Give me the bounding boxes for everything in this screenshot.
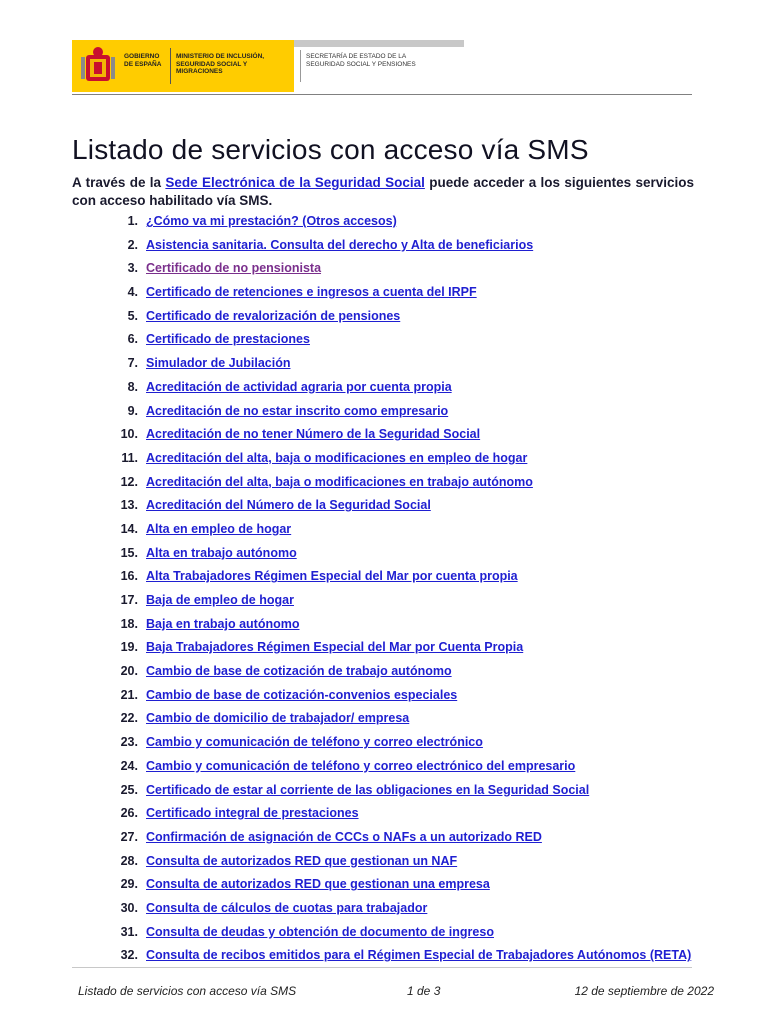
service-number: 20.: [120, 664, 138, 679]
service-link[interactable]: Acreditación de no estar inscrito como empresario: [146, 403, 449, 418]
service-number: 6.: [127, 332, 138, 347]
service-list-item: [108, 874, 708, 898]
service-link[interactable]: Acreditación del Número de la Seguridad Social: [146, 498, 431, 513]
service-list-item: [108, 543, 708, 567]
service-number: 24.: [120, 758, 138, 773]
service-link[interactable]: Certificado de retenciones e ingresos a cuenta del IRPF: [146, 285, 477, 300]
service-link[interactable]: Consulta de cálculos de cuotas para trabajador: [146, 900, 428, 915]
service-link[interactable]: Alta Trabajadores Régimen Especial del Mar por cuenta propia: [146, 569, 518, 584]
service-number: 17.: [120, 593, 138, 607]
service-link[interactable]: Consulta de autorizados RED que gestionan una empresa: [146, 877, 490, 892]
coat-of-arms-icon: [80, 45, 116, 87]
service-list-item: [108, 401, 708, 425]
secretaria-label: SECRETARÍA DE ESTADO DE LA SEGURIDAD SOCIAL Y PENSIONES: [306, 53, 416, 68]
service-number: 26.: [120, 806, 138, 821]
service-list-item: [108, 661, 708, 685]
service-link[interactable]: Simulador de Jubilación: [146, 356, 291, 371]
service-list-item: [108, 306, 708, 330]
services-list: [108, 211, 708, 969]
service-list-item: [108, 756, 708, 780]
service-number: 31.: [120, 924, 138, 939]
service-number: 10.: [120, 427, 138, 442]
intro-text-before: A través de la: [72, 175, 166, 190]
intro-paragraph: [72, 174, 694, 210]
service-number: 8.: [127, 379, 138, 394]
service-number: 3.: [127, 261, 138, 276]
service-link[interactable]: Consulta de autorizados RED que gestionan un NAF: [146, 853, 458, 868]
service-list-item: [108, 708, 708, 732]
service-number: 13.: [120, 498, 138, 513]
service-number: 25.: [120, 782, 138, 797]
header-divider: [300, 50, 301, 82]
service-link[interactable]: Alta en empleo de hogar: [146, 521, 292, 536]
service-number: 30.: [120, 900, 138, 915]
service-list-item: [108, 424, 708, 448]
service-number: 18.: [120, 616, 138, 631]
service-list-item: [108, 211, 708, 235]
service-list-item: [108, 282, 708, 306]
service-number: 2.: [127, 237, 138, 252]
sede-electronica-link[interactable]: Sede Electrónica de la Seguridad Social: [165, 175, 425, 190]
service-list-item: [108, 851, 708, 875]
service-link[interactable]: Alta en trabajo autónomo: [146, 545, 297, 560]
intro-text-after: puede acceder a los siguientes servicios con acceso habilitado vía SMS.: [72, 175, 695, 208]
service-list-item: [108, 495, 708, 519]
service-number: 11.: [121, 450, 138, 465]
service-list-item: [108, 803, 708, 827]
service-list-item: [108, 732, 708, 756]
service-list-item: [108, 780, 708, 804]
service-list-item: [108, 448, 708, 472]
service-link[interactable]: Certificado de no pensionista: [146, 261, 322, 276]
service-link[interactable]: Certificado de revalorización de pensiones: [146, 308, 401, 323]
ministerio-label: MINISTERIO DE INCLUSIÓN, SEGURIDAD SOCIAL Y MIGRACIONES: [176, 53, 265, 75]
service-number: 12.: [120, 474, 138, 489]
service-number: 21.: [120, 687, 138, 702]
service-link[interactable]: Confirmación de asignación de CCCs o NAFs a un autorizado RED: [146, 829, 542, 844]
service-link[interactable]: Acreditación de no tener Número de la Seguridad Social: [146, 427, 481, 442]
service-link[interactable]: Cambio de base de cotización de trabajo autónomo: [146, 664, 452, 679]
service-list-item: [108, 637, 708, 661]
service-list-item: [108, 377, 708, 401]
service-link[interactable]: Certificado de estar al corriente de las obligaciones en la Seguridad Social: [146, 782, 590, 797]
footer-rule: [72, 967, 692, 968]
service-list-item: [108, 827, 708, 851]
header-logo-band: [72, 40, 416, 92]
service-list-item: [108, 945, 708, 969]
service-list-item: [108, 922, 708, 946]
service-number: 22.: [120, 711, 138, 726]
service-list-item: [108, 685, 708, 709]
service-list-item: [108, 898, 708, 922]
service-link[interactable]: Asistencia sanitaria. Consulta del derecho y Alta de beneficiarios: [146, 237, 534, 252]
service-link[interactable]: Acreditación de actividad agraria por cuenta propia: [146, 379, 452, 394]
service-number: 23.: [120, 735, 138, 750]
service-link[interactable]: Consulta de deudas y obtención de documento de ingreso: [146, 924, 494, 939]
service-link[interactable]: Consulta de recibos emitidos para el Régimen Especial de Trabajadores Autónomos (RETA): [146, 948, 692, 963]
service-list-item: [108, 353, 708, 377]
service-number: 5.: [127, 308, 138, 323]
service-number: 19.: [120, 640, 138, 655]
header-rule: [72, 94, 692, 95]
service-number: 28.: [120, 853, 138, 868]
service-link[interactable]: Cambio y comunicación de teléfono y correo electrónico: [146, 735, 483, 750]
service-number: 15.: [120, 545, 138, 560]
service-link[interactable]: Acreditación del alta, baja o modificaciones en trabajo autónomo: [146, 474, 533, 489]
page-title: Listado de servicios con acceso vía SMS: [72, 134, 589, 165]
grey-accent-bar: [294, 40, 464, 47]
service-list-item: [108, 472, 708, 496]
service-list-item: [108, 235, 708, 259]
service-link[interactable]: Baja Trabajadores Régimen Especial del Mar por Cuenta Propia: [146, 640, 524, 655]
service-link[interactable]: Baja en trabajo autónomo: [146, 616, 300, 631]
service-number: 7.: [127, 356, 138, 371]
header-divider: [170, 48, 171, 84]
service-number: 1.: [127, 214, 138, 228]
footer-doc-name: Listado de servicios con acceso vía SMS: [78, 984, 297, 998]
service-list-item: [108, 258, 708, 282]
footer-page-number: 1 de 3: [407, 984, 441, 998]
service-list-item: [108, 614, 708, 638]
service-link[interactable]: Cambio de domicilio de trabajador/ empresa: [146, 711, 410, 726]
service-link[interactable]: Acreditación del alta, baja o modificaciones en empleo de hogar: [146, 450, 528, 465]
gobierno-label: GOBIERNO DE ESPAÑA: [124, 53, 162, 68]
service-link[interactable]: Certificado de prestaciones: [146, 332, 310, 347]
service-link[interactable]: Cambio de base de cotización-convenios especiales: [146, 687, 458, 702]
footer-date: 12 de septiembre de 2022: [574, 984, 714, 998]
service-list-item: [108, 329, 708, 353]
service-list-item: [108, 519, 708, 543]
service-list-item: [108, 566, 708, 590]
service-link[interactable]: ¿Cómo va mi prestación? (Otros accesos): [146, 214, 397, 228]
service-number: 14.: [120, 521, 138, 536]
service-number: 27.: [120, 829, 138, 844]
service-list-item: [108, 590, 708, 614]
service-number: 29.: [120, 877, 138, 892]
service-number: 4.: [127, 285, 138, 300]
service-number: 9.: [127, 403, 138, 418]
service-number: 16.: [120, 569, 138, 584]
service-link[interactable]: Cambio y comunicación de teléfono y correo electrónico del empresario: [146, 758, 576, 773]
service-link[interactable]: Certificado integral de prestaciones: [146, 806, 359, 821]
service-link[interactable]: Baja de empleo de hogar: [146, 593, 294, 607]
service-number: 32.: [120, 948, 138, 963]
